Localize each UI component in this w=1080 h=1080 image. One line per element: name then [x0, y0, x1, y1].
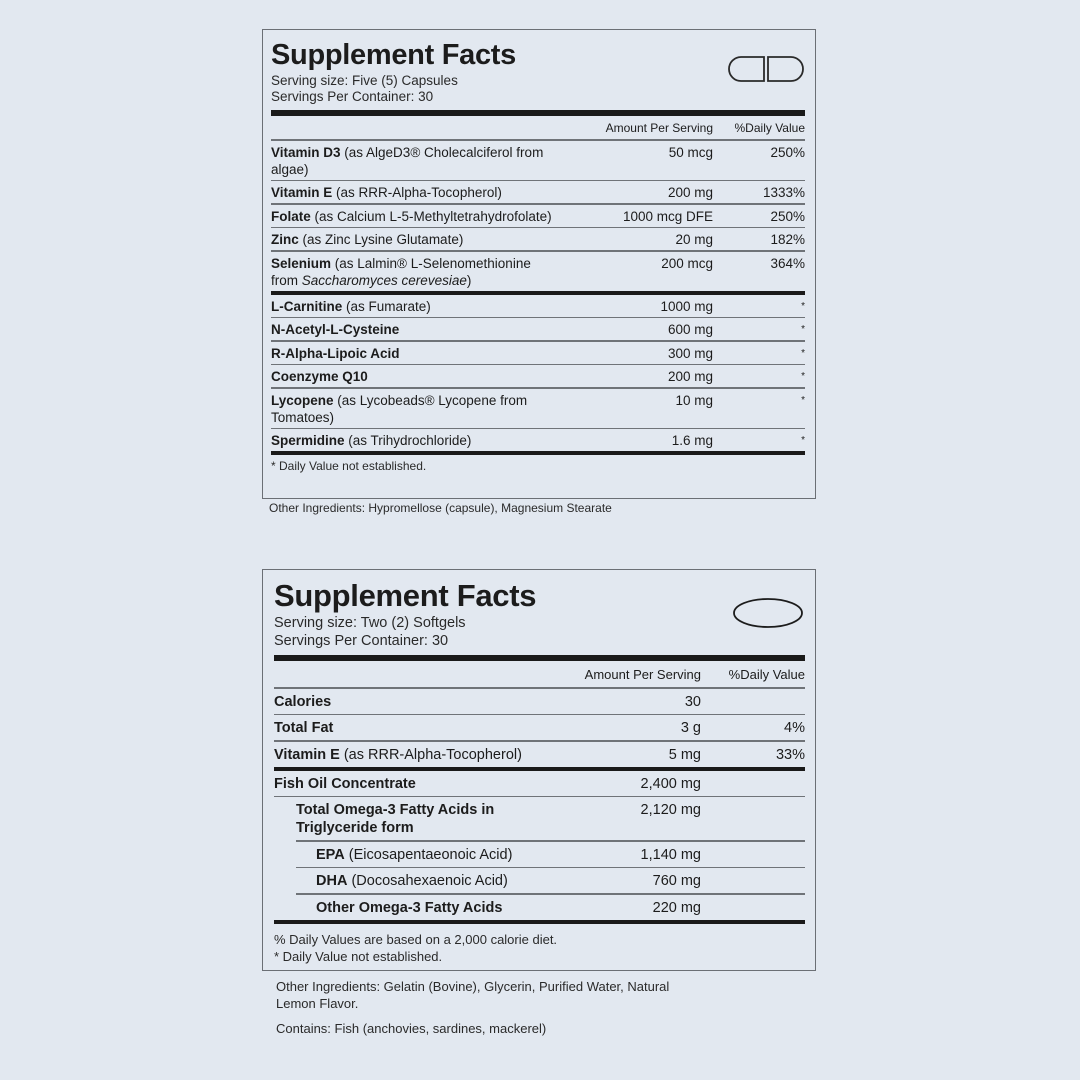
nutrient-amount: 300 mg	[667, 345, 713, 361]
nutrient-daily-value: *	[801, 394, 805, 406]
nutrient-name	[274, 746, 551, 764]
supplement-facts-panel-capsules	[262, 29, 816, 499]
other-nutrients-list	[271, 295, 805, 452]
nutrient-source: (as Zinc Lysine Glutamate)	[298, 232, 464, 247]
nutrient-row	[271, 181, 805, 203]
nutrient-daily-value: *	[801, 324, 805, 335]
nutrient-row	[271, 295, 805, 317]
nutrient-source: (Eicosapentaeonoic Acid)	[344, 846, 513, 863]
nutrient-name-bold: DHA	[316, 873, 348, 889]
nutrient-amount: 50 mcg	[668, 144, 713, 160]
nutrient-list	[274, 689, 805, 767]
nutrient-amount: 30	[684, 693, 701, 710]
nutrient-row	[271, 252, 805, 291]
servings-per-container: Servings Per Container: 30	[271, 89, 434, 104]
nutrient-amount: 760 mg	[652, 873, 701, 889]
nutrient-name-bold: Lycopene	[271, 392, 334, 408]
nutrient-row	[271, 429, 805, 451]
nutrient-name	[271, 184, 563, 201]
nutrient-daily-value: 4%	[784, 720, 805, 736]
softgel-icon	[732, 597, 804, 634]
nutrient-daily-value: 250%	[770, 208, 805, 224]
nutrient-name-bold: N-Acetyl-L-Cysteine	[271, 322, 400, 337]
nutrient-name-bold: Calories	[274, 693, 332, 710]
column-header-row	[274, 661, 805, 687]
nutrient-source: (as Fumarate)	[342, 298, 431, 314]
nutrient-name	[271, 368, 563, 385]
nutrient-name-bold: L-Carnitine	[271, 298, 343, 314]
nutrient-name	[274, 775, 551, 793]
nutrient-daily-value	[701, 693, 805, 711]
nutrient-name-bold: Total Omega-3 Fatty Acids in Triglyceride form	[296, 802, 495, 836]
nutrient-name-bold: Selenium	[271, 255, 332, 271]
nutrient-amount: 1.6 mg	[671, 433, 713, 448]
nutrient-name-bold: Total Fat	[274, 720, 334, 736]
nutrient-daily-value: 364%	[770, 255, 805, 271]
nutrient-row	[274, 689, 805, 714]
nutrient-amount: 600 mg	[667, 322, 713, 337]
nutrient-name-bold: Vitamin D3	[271, 144, 341, 160]
nutrient-amount: 20 mg	[675, 232, 713, 247]
nutrient-row	[274, 771, 805, 796]
nutrient-amount: 200 mg	[667, 369, 713, 384]
serving-size: Serving size: Five (5) Capsules	[271, 73, 458, 88]
nutrient-name-bold: Coenzyme Q10	[271, 369, 368, 384]
nutrient-source: (as RRR-Alpha-Tocopherol)	[332, 185, 502, 200]
other-ingredients: Other Ingredients: Hypromellose (capsule), Magnesium Stearate	[269, 501, 612, 515]
nutrient-name-bold: EPA	[316, 846, 345, 863]
nutrient-name-bold: Vitamin E	[274, 746, 340, 763]
nutrient-source-italic: Saccharomyces cerevesiae	[301, 272, 467, 288]
nutrient-amount: 220 mg	[652, 899, 701, 916]
nutrient-amount: 200 mcg	[661, 255, 713, 271]
nutrient-name-bold: Folate	[271, 208, 311, 224]
nutrient-name-bold: Spermidine	[271, 433, 345, 448]
nutrient-row	[271, 342, 805, 364]
nutrient-row	[271, 141, 805, 180]
nutrient-row	[274, 715, 805, 740]
nutrient-name-bold: Fish Oil Concentrate	[274, 775, 416, 792]
nutrient-amount: 2,400 mg	[640, 775, 701, 792]
nutrient-amount: 3 g	[680, 720, 701, 736]
panel-title: Supplement Facts	[271, 39, 516, 71]
vitamins-list	[271, 141, 805, 291]
nutrient-source: (as Trihydrochloride)	[344, 433, 472, 448]
nutrient-name-bold: Zinc	[271, 232, 299, 247]
nutrient-name	[271, 231, 563, 248]
nutrient-name-bold: Vitamin E	[271, 185, 333, 200]
nutrient-source: (Docosahexaenoic Acid)	[347, 873, 508, 889]
serving-size: Serving size: Two (2) Softgels	[274, 615, 466, 631]
nutrient-name	[271, 144, 563, 178]
amount-per-serving-header: Amount Per Serving	[605, 121, 713, 135]
nutrient-row	[271, 318, 805, 340]
other-ingredients: Other Ingredients: Gelatin (Bovine), Glycerin, Purified Water, Natural Lemon Flavor.	[276, 979, 670, 1011]
nutrient-source: (as RRR-Alpha-Tocopherol)	[339, 746, 522, 763]
nutrient-row	[274, 868, 805, 893]
nutrient-amount: 1000 mcg DFE	[622, 208, 713, 224]
nutrient-daily-value: *	[801, 371, 805, 382]
nutrient-source: (as Calcium L-5-Methyltetrahydrofolate)	[310, 208, 552, 224]
nutrient-daily-value: 1333%	[762, 185, 805, 200]
nutrient-daily-value: *	[801, 435, 805, 446]
nutrient-name	[271, 432, 563, 449]
nutrient-row	[274, 797, 805, 840]
nutrient-row	[271, 389, 805, 428]
nutrient-name	[271, 345, 563, 362]
panel-title: Supplement Facts	[274, 578, 537, 613]
nutrient-name	[271, 298, 563, 315]
nutrient-amount: 200 mg	[667, 185, 713, 200]
nutrient-daily-value: 182%	[770, 232, 805, 247]
fish-oil-list	[274, 771, 805, 920]
nutrient-name	[274, 719, 551, 737]
capsule-icon	[727, 55, 805, 88]
nutrient-name	[271, 321, 563, 338]
nutrient-name	[274, 846, 551, 864]
nutrient-row	[274, 895, 805, 920]
nutrient-name	[274, 872, 551, 890]
nutrient-name	[274, 899, 551, 917]
daily-value-header: %Daily Value	[734, 121, 805, 135]
footnote-dv-not-established: * Daily Value not established.	[274, 948, 443, 964]
nutrient-source: (as AlgeD3® Cholecalciferol from algae)	[271, 144, 544, 177]
footnote-dv-not-established: * Daily Value not established.	[271, 459, 427, 473]
nutrient-source: (as Lalmin® L-Selenomethionine from	[271, 255, 531, 288]
nutrient-amount: 5 mg	[668, 746, 701, 763]
allergen-contains: Contains: Fish (anchovies, sardines, mackerel)	[276, 1021, 547, 1036]
nutrient-source-end: )	[466, 272, 472, 288]
nutrient-amount: 1,140 mg	[640, 846, 701, 863]
nutrient-name	[271, 208, 563, 225]
nutrient-daily-value	[701, 775, 805, 793]
nutrient-daily-value: 250%	[770, 144, 805, 160]
nutrient-daily-value	[701, 801, 805, 837]
nutrient-source: (as Lycobeads® Lycopene from Tomatoes)	[271, 392, 528, 425]
nutrient-amount: 2,120 mg	[640, 802, 701, 818]
nutrient-name	[274, 801, 551, 837]
nutrient-daily-value	[701, 846, 805, 864]
nutrient-daily-value	[701, 872, 805, 890]
servings-per-container: Servings Per Container: 30	[274, 632, 449, 649]
nutrient-daily-value: *	[801, 300, 805, 312]
column-header-row	[271, 116, 805, 139]
nutrient-row	[274, 842, 805, 867]
amount-per-serving-header: Amount Per Serving	[584, 667, 701, 682]
supplement-facts-panel-softgels	[262, 569, 816, 971]
nutrient-daily-value: 33%	[775, 746, 805, 763]
nutrient-name-bold: R-Alpha-Lipoic Acid	[271, 345, 400, 361]
nutrient-name	[271, 255, 563, 289]
nutrient-amount: 1000 mg	[660, 298, 713, 314]
nutrient-name-bold: Other Omega-3 Fatty Acids	[316, 899, 503, 916]
nutrient-row	[271, 205, 805, 227]
nutrient-row	[274, 742, 805, 767]
nutrient-row	[271, 365, 805, 387]
nutrient-name	[271, 392, 563, 426]
footnote-daily-values-basis: % Daily Values are based on a 2,000 calorie diet.	[274, 931, 558, 947]
daily-value-header: %Daily Value	[728, 667, 805, 682]
nutrient-row	[271, 228, 805, 250]
nutrient-amount: 10 mg	[675, 392, 713, 408]
nutrient-name	[274, 693, 551, 711]
nutrient-daily-value	[701, 899, 805, 917]
nutrient-daily-value: *	[801, 347, 805, 359]
